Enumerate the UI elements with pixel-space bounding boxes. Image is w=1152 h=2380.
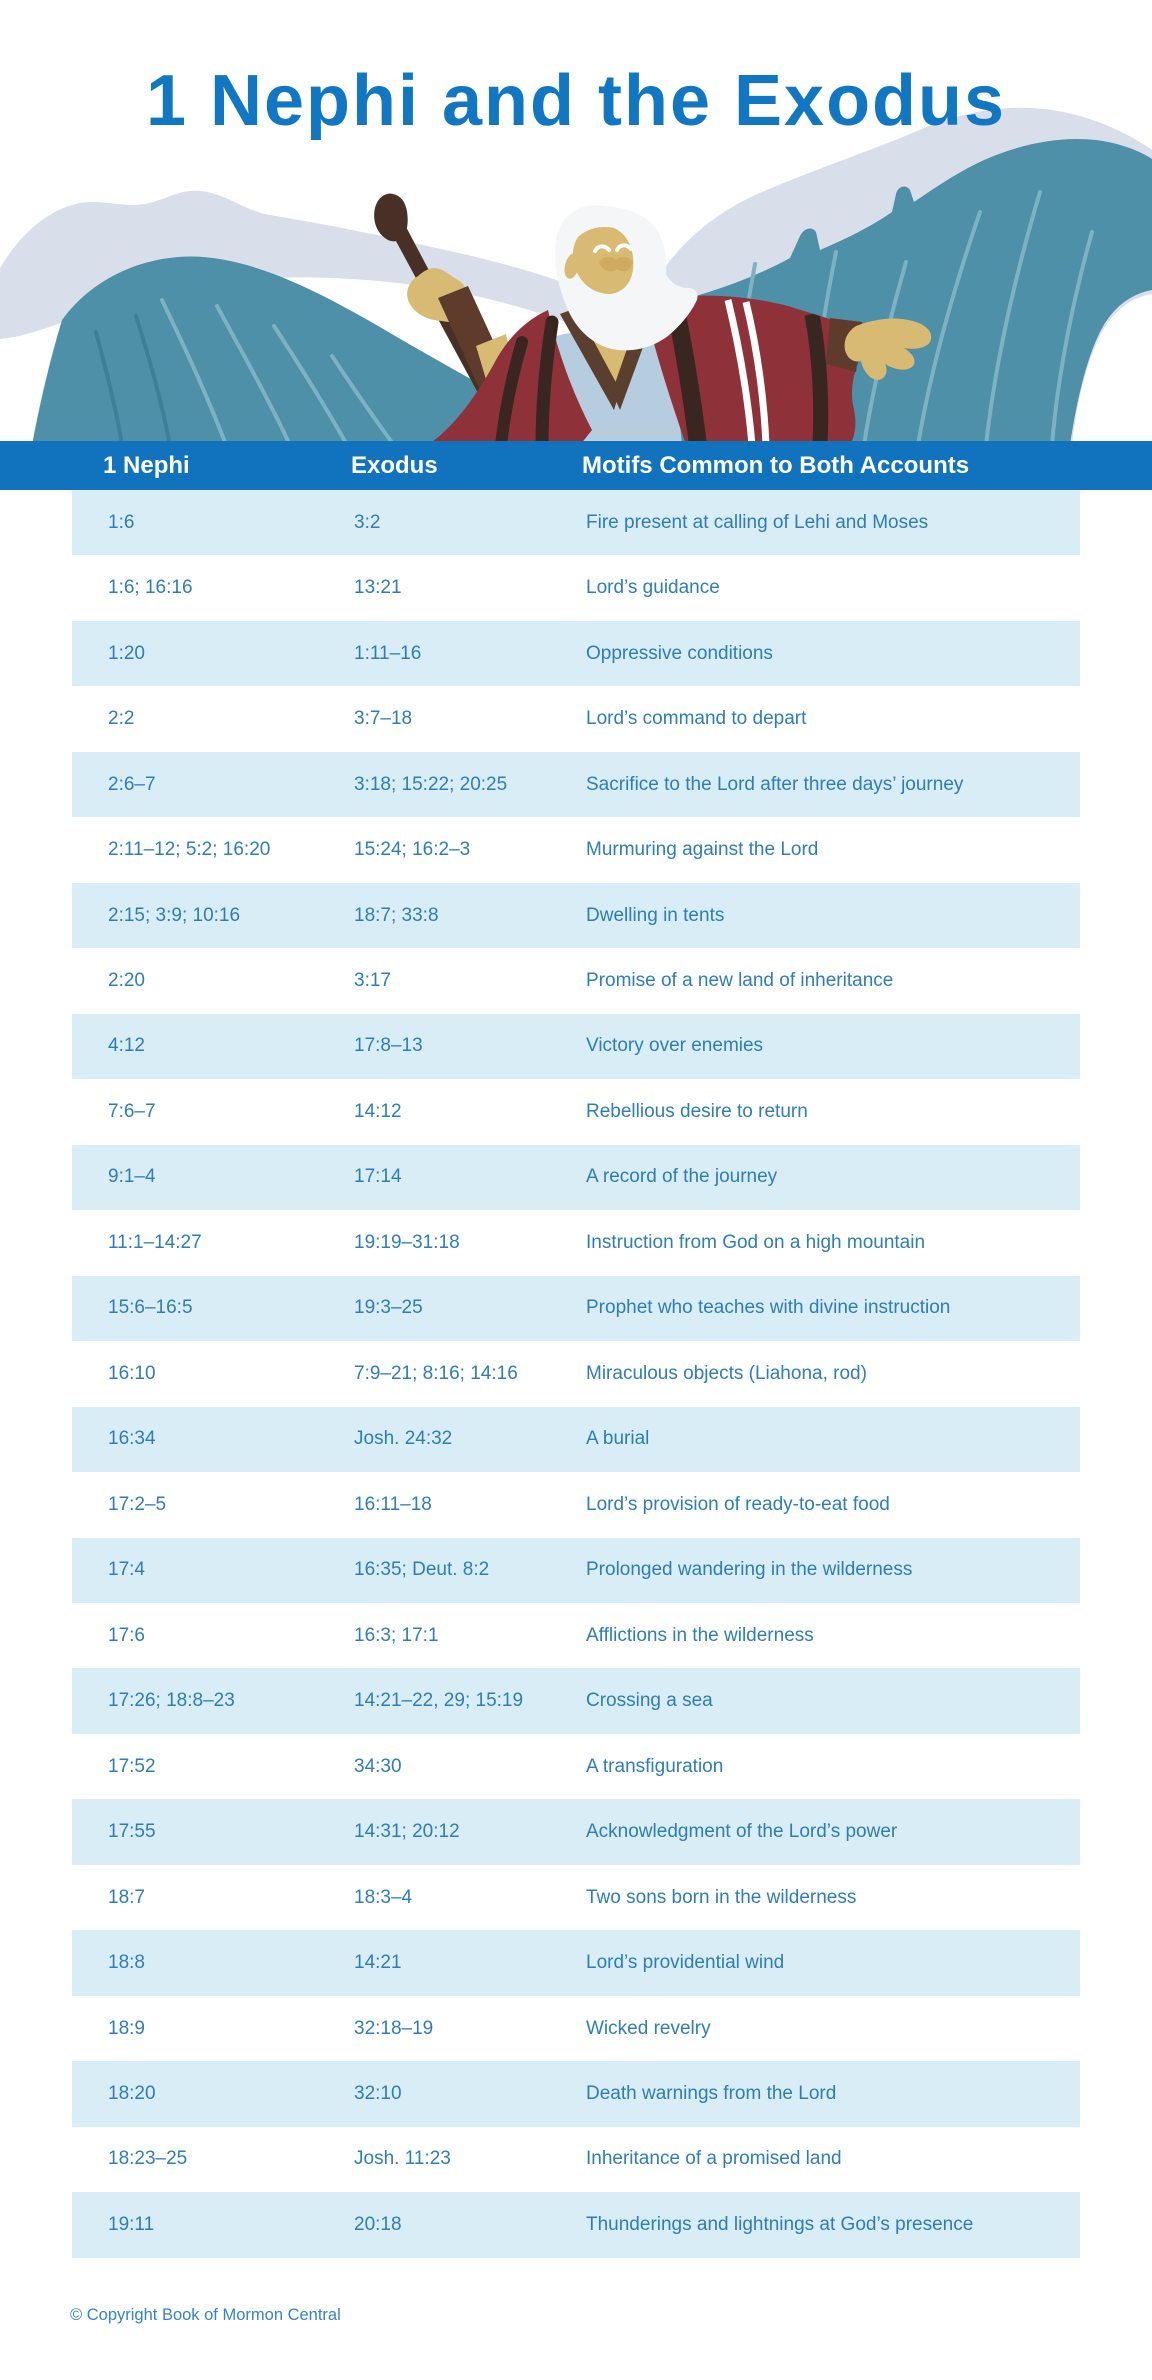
cell-exodus: 16:35; Deut. 8:2 xyxy=(354,1559,490,1581)
cell-nephi: 16:34 xyxy=(108,1428,156,1450)
cell-nephi: 17:52 xyxy=(108,1755,156,1777)
cell-exodus: 3:7–18 xyxy=(354,708,413,730)
cell-motif: Prolonged wandering in the wilderness xyxy=(586,1559,913,1581)
cell-exodus: 19:3–25 xyxy=(354,1297,423,1319)
cell-motif: Afflictions in the wilderness xyxy=(586,1624,814,1646)
cell-exodus: 1:11–16 xyxy=(354,642,422,664)
column-header-motifs: Motifs Common to Both Accounts xyxy=(582,452,970,479)
cell-exodus: 18:7; 33:8 xyxy=(354,904,439,926)
table-row xyxy=(72,2127,1080,2192)
cell-motif: Promise of a new land of inheritance xyxy=(586,970,894,992)
cell-exodus: 7:9–21; 8:16; 14:16 xyxy=(354,1362,518,1384)
cell-exodus: 15:24; 16:2–3 xyxy=(354,839,471,861)
table-row xyxy=(72,817,1080,882)
cell-nephi: 1:20 xyxy=(108,642,145,664)
table-row xyxy=(72,1079,1080,1144)
cell-exodus: 19:19–31:18 xyxy=(354,1231,460,1253)
cell-motif: Rebellious desire to return xyxy=(586,1100,808,1122)
page-title: 1 Nephi and the Exodus xyxy=(145,61,1007,141)
cell-motif: Murmuring against the Lord xyxy=(586,839,819,861)
cell-nephi: 18:7 xyxy=(108,1886,145,1908)
cell-exodus: 17:14 xyxy=(354,1166,402,1188)
cell-nephi: 18:20 xyxy=(108,2082,156,2104)
cell-motif: A burial xyxy=(586,1428,650,1450)
table-row xyxy=(72,555,1080,620)
cell-exodus: 16:3; 17:1 xyxy=(354,1624,439,1646)
table-rows xyxy=(72,490,1080,2258)
cell-motif: Lord’s provision of ready-to-eat food xyxy=(586,1493,890,1515)
table-row xyxy=(72,1145,1080,1210)
cell-exodus: 14:12 xyxy=(354,1100,402,1122)
cell-exodus: 14:21 xyxy=(354,1952,402,1974)
table-row xyxy=(72,1538,1080,1603)
table-row xyxy=(72,2061,1080,2126)
cell-nephi: 1:6; 16:16 xyxy=(108,577,193,599)
cell-exodus: 18:3–4 xyxy=(354,1886,413,1908)
table-row xyxy=(72,883,1080,948)
cell-nephi: 17:2–5 xyxy=(108,1493,167,1515)
copyright-notice: © Copyright Book of Mormon Central xyxy=(70,2306,341,2324)
cell-nephi: 18:8 xyxy=(108,1952,145,1974)
table-header xyxy=(0,441,1152,490)
table-row xyxy=(72,1930,1080,1995)
cell-exodus: 32:18–19 xyxy=(354,2017,434,2039)
cell-exodus: 32:10 xyxy=(354,2082,402,2104)
cell-nephi: 19:11 xyxy=(108,2213,155,2235)
table-row xyxy=(72,948,1080,1013)
cell-exodus: 3:18; 15:22; 20:25 xyxy=(354,773,508,795)
table-row xyxy=(72,1996,1080,2061)
cell-motif: Thunderings and lightnings at God’s presence xyxy=(586,2213,974,2235)
cell-nephi: 2:6–7 xyxy=(108,773,156,795)
table-row xyxy=(72,1668,1080,1733)
cell-exodus: 3:2 xyxy=(354,511,381,533)
cell-exodus: 3:17 xyxy=(354,970,391,992)
cell-nephi: 11:1–14:27 xyxy=(108,1231,202,1253)
cell-nephi: 18:23–25 xyxy=(108,2148,188,2170)
cell-motif: Dwelling in tents xyxy=(586,904,725,926)
cell-nephi: 16:10 xyxy=(108,1362,156,1384)
cell-exodus: 34:30 xyxy=(354,1755,402,1777)
cell-nephi: 17:26; 18:8–23 xyxy=(108,1690,235,1712)
table-row xyxy=(72,621,1080,686)
table-row xyxy=(72,1210,1080,1275)
cell-motif: Acknowledgment of the Lord’s power xyxy=(586,1821,898,1843)
cell-motif: Lord’s command to depart xyxy=(586,708,807,730)
column-header-exodus: Exodus xyxy=(351,452,438,479)
cell-nephi: 17:4 xyxy=(108,1559,145,1581)
table-row xyxy=(72,1472,1080,1537)
cell-nephi: 9:1–4 xyxy=(108,1166,156,1188)
table-row xyxy=(72,686,1080,751)
cell-exodus: 17:8–13 xyxy=(354,1035,423,1057)
table-row xyxy=(72,1014,1080,1079)
cell-nephi: 2:2 xyxy=(108,708,135,730)
cell-motif: A record of the journey xyxy=(586,1166,778,1188)
cell-motif: Prophet who teaches with divine instruction xyxy=(586,1297,951,1319)
cell-exodus: 14:31; 20:12 xyxy=(354,1821,460,1843)
table-row xyxy=(72,1734,1080,1799)
cell-nephi: 18:9 xyxy=(108,2017,145,2039)
table-row xyxy=(72,752,1080,817)
cell-nephi: 4:12 xyxy=(108,1035,145,1057)
cell-motif: Crossing a sea xyxy=(586,1690,713,1712)
table-row xyxy=(72,490,1080,555)
column-header-nephi: 1 Nephi xyxy=(103,452,190,479)
cell-nephi: 2:20 xyxy=(108,970,145,992)
cell-motif: Wicked revelry xyxy=(586,2017,711,2039)
table-row xyxy=(72,1341,1080,1406)
cell-motif: Miraculous objects (Liahona, rod) xyxy=(586,1362,867,1384)
cell-motif: Lord’s guidance xyxy=(586,577,720,599)
cell-motif: A transfiguration xyxy=(586,1755,724,1777)
cell-exodus: Josh. 24:32 xyxy=(354,1428,453,1450)
cell-motif: Sacrifice to the Lord after three days’ journey xyxy=(586,773,964,795)
cell-nephi: 15:6–16:5 xyxy=(108,1297,193,1319)
cell-exodus: 13:21 xyxy=(354,577,402,599)
cell-motif: Oppressive conditions xyxy=(586,642,773,664)
cell-motif: Instruction from God on a high mountain xyxy=(586,1231,926,1253)
cell-motif: Death warnings from the Lord xyxy=(586,2082,837,2104)
table-row xyxy=(72,1865,1080,1930)
cell-exodus: 20:18 xyxy=(354,2213,402,2235)
cell-motif: Two sons born in the wilderness xyxy=(586,1886,857,1908)
cell-nephi: 7:6–7 xyxy=(108,1100,156,1122)
table-row xyxy=(72,1276,1080,1341)
table-row xyxy=(72,1603,1080,1668)
cell-nephi: 1:6 xyxy=(108,511,135,533)
cell-nephi: 2:15; 3:9; 10:16 xyxy=(108,904,241,926)
cell-nephi: 17:6 xyxy=(108,1624,145,1646)
cell-exodus: 16:11–18 xyxy=(354,1493,432,1515)
cell-motif: Victory over enemies xyxy=(586,1035,764,1057)
cell-nephi: 2:11–12; 5:2; 16:20 xyxy=(108,839,271,861)
cell-exodus: Josh. 11:23 xyxy=(354,2148,451,2170)
table-row xyxy=(72,1407,1080,1472)
table-row xyxy=(72,2192,1080,2257)
cell-motif: Fire present at calling of Lehi and Moses xyxy=(586,511,929,533)
cell-motif: Inheritance of a promised land xyxy=(586,2148,842,2170)
table-row xyxy=(72,1799,1080,1864)
cell-exodus: 14:21–22, 29; 15:19 xyxy=(354,1690,524,1712)
cell-nephi: 17:55 xyxy=(108,1821,156,1843)
cell-motif: Lord’s providential wind xyxy=(586,1952,785,1974)
